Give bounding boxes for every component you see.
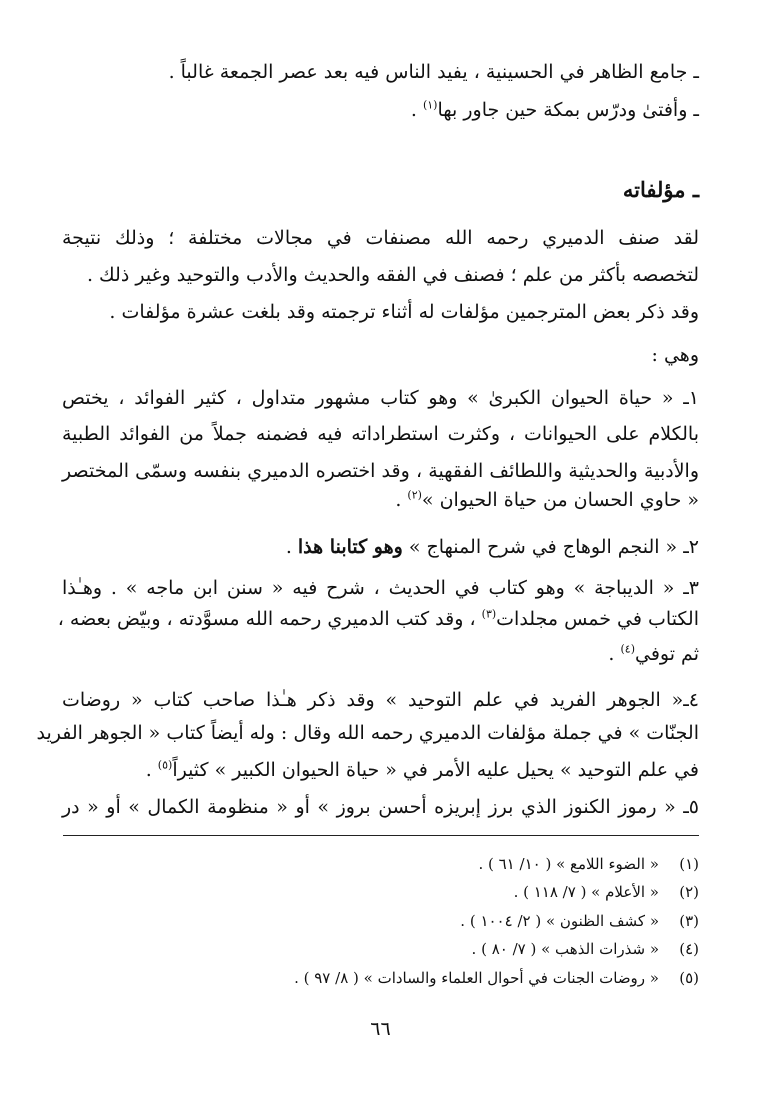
item4-line-3-start: في علم التوحيد » يحيل عليه الأمر في « حياة الحيوان الكبير » كثيراً: [172, 759, 699, 781]
footnote-2: [120, 880, 699, 904]
footnote-3-number: (٣): [679, 912, 699, 930]
page-number: ٦٦: [370, 1018, 391, 1040]
footnote-separator: [63, 835, 699, 836]
item3-line-2: [57, 604, 699, 634]
footnote-ref-4: (٤): [620, 642, 635, 656]
footnote-3-text: « كشف الظنون » ( ٢/ ١٠٠٤ ) .: [460, 912, 659, 930]
footnote-1-number: (١): [679, 855, 699, 873]
item1-line-4: [62, 485, 699, 515]
item3-line-2-end: ، وقد كتب الدميري رحمه الله مسوَّدته ، وبيّض بعضه ،: [57, 608, 482, 630]
item3-line-3-end: .: [608, 643, 621, 665]
item2-line: [62, 532, 699, 562]
item1-line-2: بالكلام على الحيوانات ، وكثرت استطراداته فيه فضمنه جملاً من الفوائد الطبية: [62, 423, 699, 445]
footnote-ref-2: (٢): [407, 488, 422, 502]
item5-line-1: ٥ـ « رموز الكنوز الذي برز إبريزه أحسن بروز » أو « منظومة الكمال » أو « در: [62, 796, 699, 818]
item1-line-1: ١ـ « حياة الحيوان الكبرىٰ » وهو كتاب مشهور متداول ، كثير الفوائد ، يختص: [62, 387, 699, 409]
footnote-ref-5: (٥): [157, 758, 173, 772]
footnote-1-text: « الضوء اللامع » ( ١٠/ ٦١ ) .: [478, 855, 659, 873]
intro-line-2: [62, 95, 699, 125]
para1-line-1: لقد صنف الدميري رحمه الله مصنفات في مجالات مختلفة ؛ وذلك نتيجة: [62, 227, 699, 249]
item3-line-1: ٣ـ « الديباجة » وهو كتاب في الحديث ، شرح فيه « سنن ابن ماجه » . وهـٰذا: [62, 577, 699, 599]
footnote-5: [120, 966, 699, 990]
item2-text: ٢ـ « النجم الوهاج في شرح المنهاج »: [402, 536, 699, 558]
item4-line-1: ٤ـ« الجوهر الفريد في علم التوحيد » وقد ذكر هـٰذا صاحب كتاب « روضات: [62, 689, 699, 711]
item1-line-4-end: .: [395, 489, 408, 511]
para2-line-1: وقد ذكر بعض المترجمين مؤلفات له أثناء ترجمته وقد بلغت عشرة مؤلفات .: [109, 301, 699, 323]
footnote-1: [120, 852, 699, 876]
para2-line-2: وهي :: [651, 344, 699, 366]
intro-line-1-text: ـ جامع الظاهر في الحسينية ، يفيد الناس فيه بعد عصر الجمعة غالباً .: [168, 61, 699, 83]
footnote-ref-1: (١): [422, 98, 438, 112]
footnote-2-number: (٢): [679, 883, 699, 901]
footnote-5-number: (٥): [679, 969, 699, 987]
item2-bold-text: وهو كتابنا هذا: [297, 536, 403, 558]
intro-line-1: [62, 57, 699, 87]
intro-line-2-text: ـ وأفتىٰ ودرّس بمكة حين جاور بها: [437, 99, 699, 121]
footnote-4-number: (٤): [679, 940, 699, 958]
footnote-2-text: « الأعلام » ( ٧/ ١١٨ ) .: [513, 883, 659, 901]
footnote-3: [120, 909, 699, 933]
item4-line-3-end: .: [145, 759, 158, 781]
item1-line-4-text: « حاوي الحسان من حياة الحيوان »: [421, 489, 699, 511]
para1-line-2: لتخصصه بأكثر من علم ؛ فصنف في الفقه والحديث والأدب والتوحيد وغير ذلك .: [86, 264, 699, 286]
footnote-ref-3: (٣): [481, 607, 497, 621]
footnote-4: [120, 937, 699, 961]
intro-line-2-end: .: [410, 99, 423, 121]
item1-line-3: والأدبية والحديثية واللطائف الفقهية ، وقد اختصره الدميري بنفسه وسمّى المختصر: [62, 460, 699, 482]
item3-line-3-start: ثم توفي: [635, 643, 699, 665]
item4-line-2: الجنّات » في جملة مؤلفات الدميري رحمه الله وقال : وله أيضاً كتاب « الجوهر الفريد: [36, 722, 699, 744]
item3-line-2-start: الكتاب في خمس مجلدات: [496, 608, 699, 630]
item3-line-3: [62, 639, 699, 669]
footnote-5-text: « روضات الجنات في أحوال العلماء والسادات » ( ٨/ ٩٧ ) .: [294, 969, 659, 987]
section-heading: ـ مؤلفاته: [622, 177, 699, 202]
item4-line-3: [62, 755, 699, 785]
item2-end: .: [285, 536, 298, 558]
footnote-4-text: « شذرات الذهب » ( ٧/ ٨٠ ) .: [471, 940, 659, 958]
